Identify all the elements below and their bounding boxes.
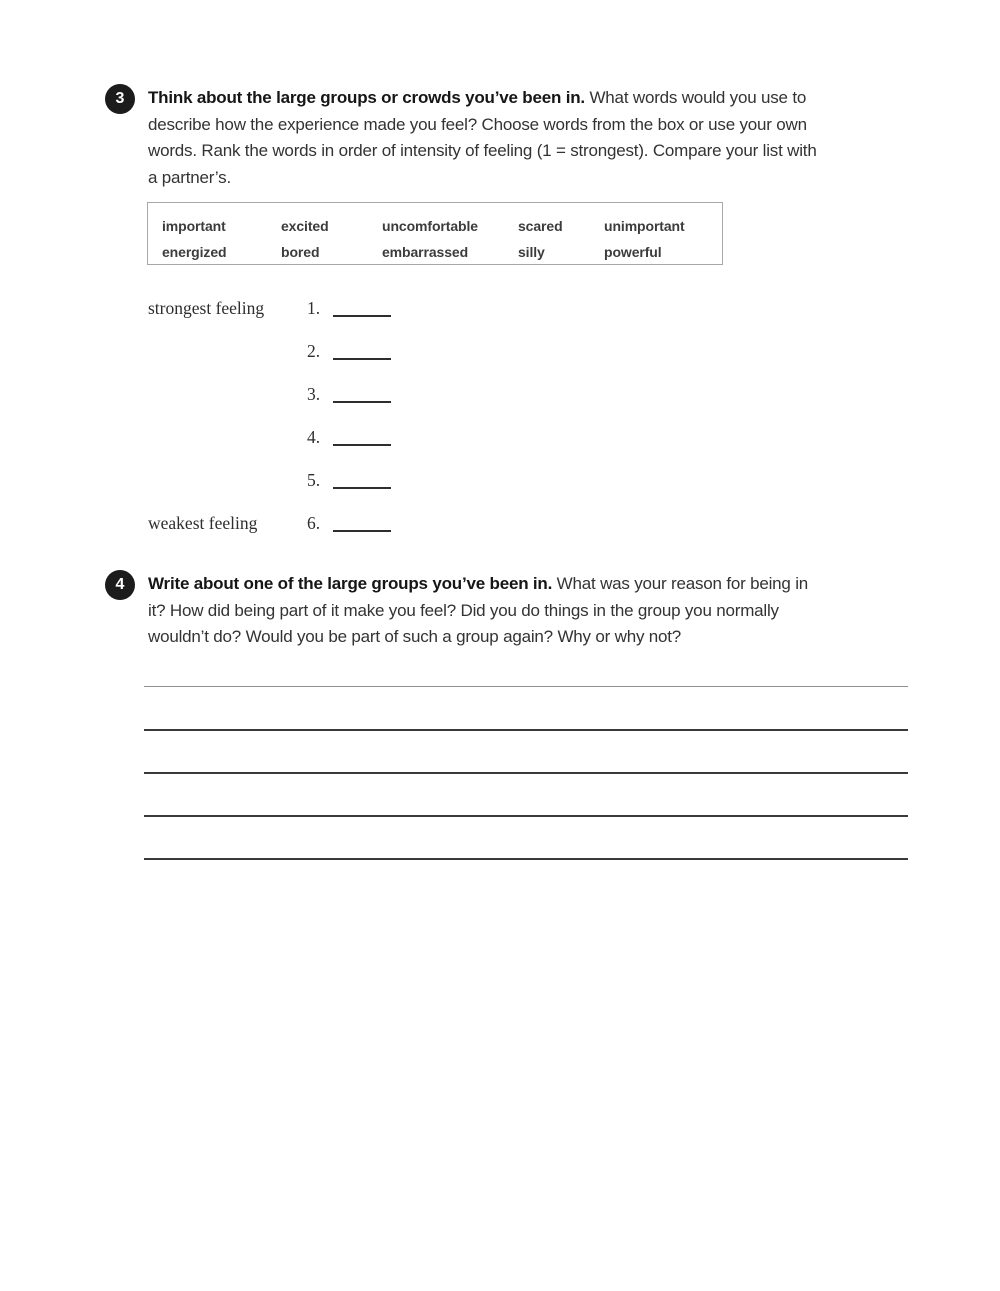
word-silly: silly bbox=[518, 244, 545, 260]
word-powerful: powerful bbox=[604, 244, 662, 260]
strongest-feeling-label: strongest feeling bbox=[148, 297, 265, 318]
word-bored: bored bbox=[281, 244, 320, 260]
exercise-3-number-badge: 3 bbox=[105, 84, 135, 114]
writing-line-3[interactable] bbox=[144, 772, 908, 774]
word-embarrassed: embarrassed bbox=[382, 244, 469, 260]
rank-number-6: 6. bbox=[307, 512, 321, 533]
rank-answer-blank-6[interactable] bbox=[333, 512, 391, 532]
exercise-4-number-badge: 4 bbox=[105, 570, 135, 600]
exercise-4-line-2: it? How did being part of it make you feel? Did you do things in the group you normally bbox=[148, 600, 779, 620]
exercise-3-line-3: words. Rank the words in order of intensity of feeling (1 = strongest). Compare your list with bbox=[148, 141, 817, 161]
exercise-4-title: Write about one of the large groups you’ve been in. bbox=[148, 574, 553, 593]
rank-answer-blank-4[interactable] bbox=[333, 426, 391, 446]
exercise-3-line-1 bbox=[148, 85, 918, 112]
exercise-3-instructions bbox=[148, 85, 918, 191]
writing-line-5[interactable] bbox=[144, 858, 908, 860]
ranking-row-4 bbox=[148, 423, 391, 466]
rank-answer-blank-1[interactable] bbox=[333, 297, 391, 317]
word-excited: excited bbox=[281, 218, 329, 234]
ranking-row-5 bbox=[148, 466, 391, 509]
rank-answer-blank-3[interactable] bbox=[333, 383, 391, 403]
exercise-3-title: Think about the large groups or crowds you’ve been in. bbox=[148, 88, 585, 107]
word-choice-box bbox=[147, 202, 723, 265]
exercise-4-line-1 bbox=[148, 571, 918, 598]
exercise-4-line-3: wouldn’t do? Would you be part of such a group again? Why or why not? bbox=[148, 627, 682, 647]
exercise-3-line-2: describe how the experience made you feel? Choose words from the box or use your own bbox=[148, 114, 807, 134]
exercise-3-line-1-rest: What words would you use to bbox=[584, 88, 807, 107]
rank-answer-blank-5[interactable] bbox=[333, 469, 391, 489]
rank-number-5: 5. bbox=[307, 469, 321, 490]
word-important: important bbox=[162, 218, 226, 234]
exercise-4-instructions bbox=[148, 571, 918, 651]
ranking-row-6 bbox=[148, 509, 391, 552]
ranking-list bbox=[148, 294, 391, 552]
rank-number-2: 2. bbox=[307, 340, 321, 361]
exercise-3-line-4: a partner’s. bbox=[148, 167, 231, 187]
writing-line-4[interactable] bbox=[144, 815, 908, 817]
rank-number-4: 4. bbox=[307, 426, 321, 447]
ranking-row-1 bbox=[148, 294, 391, 337]
word-energized: energized bbox=[162, 244, 227, 260]
writing-line-2[interactable] bbox=[144, 729, 908, 731]
writing-line-1[interactable] bbox=[144, 686, 908, 687]
ranking-row-2 bbox=[148, 337, 391, 380]
weakest-feeling-label: weakest feeling bbox=[148, 512, 258, 533]
rank-number-3: 3. bbox=[307, 383, 321, 404]
rank-number-1: 1. bbox=[307, 297, 321, 318]
word-scared: scared bbox=[518, 218, 563, 234]
exercise-4-line-1-rest: What was your reason for being in bbox=[552, 574, 809, 593]
ranking-row-3 bbox=[148, 380, 391, 423]
word-unimportant: unimportant bbox=[604, 218, 685, 234]
rank-answer-blank-2[interactable] bbox=[333, 340, 391, 360]
word-uncomfortable: uncomfortable bbox=[382, 218, 478, 234]
